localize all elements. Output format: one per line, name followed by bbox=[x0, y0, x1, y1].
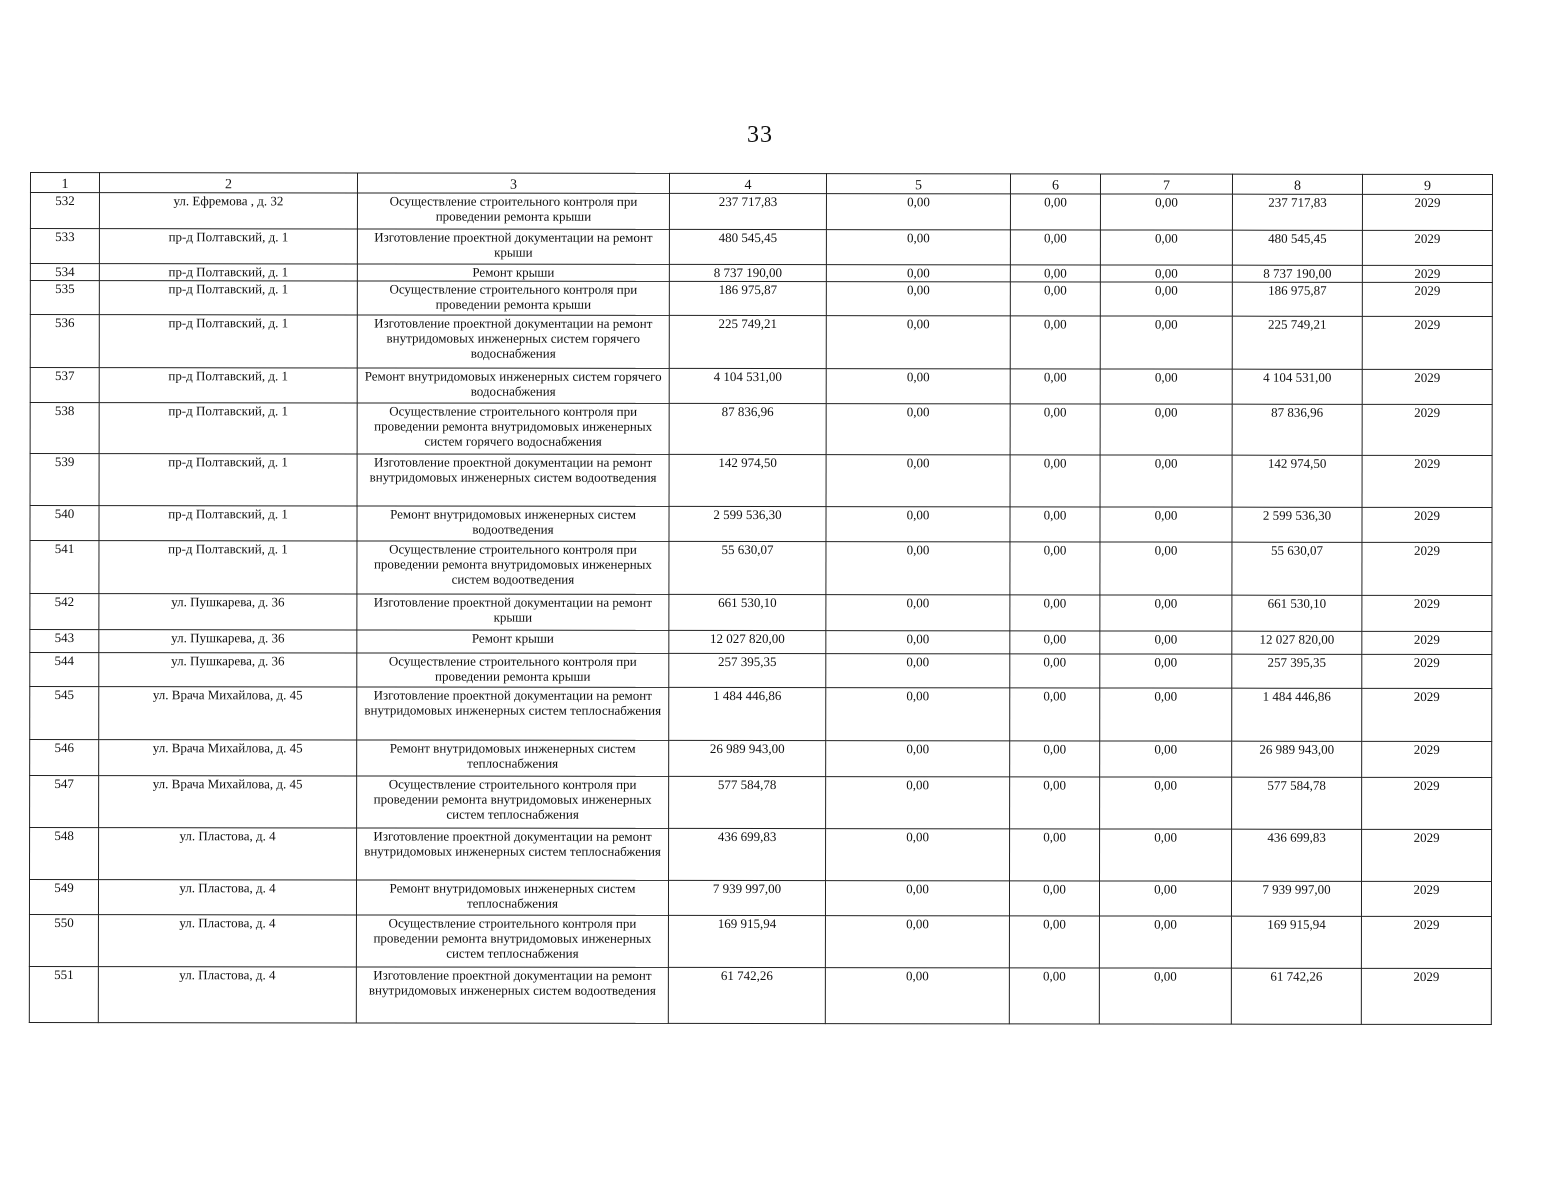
work-description-cell: Осуществление строительного контроля при проведении ремонта внутридомовых инженерных систем теплоснабжения bbox=[357, 776, 669, 828]
cost-col5-cell: 0,00 bbox=[826, 741, 1010, 777]
works-table-container bbox=[29, 172, 1492, 1025]
table-row bbox=[29, 915, 1491, 969]
work-description-cell: Ремонт внутридомовых инженерных систем теплоснабжения bbox=[357, 740, 669, 776]
cost-col6-cell: 0,00 bbox=[1009, 881, 1099, 916]
row-number: 540 bbox=[30, 506, 99, 541]
year-cell: 2029 bbox=[1362, 369, 1492, 404]
address-cell: пр-д Полтавский, д. 1 bbox=[99, 281, 357, 315]
cost-total-cell: 2 599 536,30 bbox=[669, 506, 826, 541]
cost-col8-cell: 225 749,21 bbox=[1232, 316, 1362, 369]
cost-col5-cell: 0,00 bbox=[826, 631, 1010, 654]
cost-col6-cell: 0,00 bbox=[1010, 631, 1100, 654]
cost-col7-cell: 0,00 bbox=[1100, 542, 1232, 595]
cost-col5-cell: 0,00 bbox=[825, 968, 1009, 1024]
table-row bbox=[30, 281, 1492, 317]
year-cell: 2029 bbox=[1362, 507, 1492, 542]
cost-col8-cell: 4 104 531,00 bbox=[1232, 369, 1362, 404]
column-header-4: 4 bbox=[669, 173, 826, 193]
address-cell: ул. Пластова, д. 4 bbox=[99, 828, 357, 880]
cost-col7-cell: 0,00 bbox=[1100, 654, 1232, 688]
cost-col8-cell: 55 630,07 bbox=[1232, 542, 1362, 595]
year-cell: 2029 bbox=[1362, 404, 1492, 455]
row-number: 538 bbox=[30, 403, 99, 454]
table-row bbox=[30, 630, 1492, 655]
column-header-1: 1 bbox=[30, 173, 99, 193]
cost-col7-cell: 0,00 bbox=[1100, 194, 1232, 230]
table-row bbox=[30, 229, 1492, 266]
cost-col5-cell: 0,00 bbox=[826, 282, 1010, 316]
cost-total-cell: 169 915,94 bbox=[668, 915, 825, 967]
table-row bbox=[29, 966, 1491, 1024]
row-number: 548 bbox=[30, 828, 99, 880]
cost-total-cell: 237 717,83 bbox=[669, 193, 826, 229]
work-description-cell: Изготовление проектной документации на ремонт крыши bbox=[357, 229, 669, 264]
cost-col8-cell: 169 915,94 bbox=[1231, 916, 1361, 968]
year-cell: 2029 bbox=[1362, 542, 1492, 595]
cost-total-cell: 4 104 531,00 bbox=[669, 368, 826, 403]
row-number: 542 bbox=[30, 594, 99, 630]
address-cell: пр-д Полтавский, д. 1 bbox=[99, 454, 357, 506]
year-cell: 2029 bbox=[1362, 631, 1492, 654]
work-description-cell: Осуществление строительного контроля при проведении ремонта внутридомовых инженерных систем теплоснабжения bbox=[356, 915, 668, 967]
cost-col5-cell: 0,00 bbox=[826, 404, 1010, 455]
cost-col6-cell: 0,00 bbox=[1010, 194, 1100, 230]
address-cell: ул. Врача Михайлова, д. 45 bbox=[99, 740, 357, 776]
row-number: 534 bbox=[30, 264, 99, 281]
work-description-cell: Осуществление строительного контроля при проведении ремонта крыши bbox=[357, 653, 669, 687]
cost-col6-cell: 0,00 bbox=[1010, 829, 1100, 881]
cost-col6-cell: 0,00 bbox=[1010, 265, 1100, 282]
cost-col6-cell: 0,00 bbox=[1009, 968, 1099, 1024]
cost-col8-cell: 257 395,35 bbox=[1232, 654, 1362, 688]
cost-col6-cell: 0,00 bbox=[1010, 230, 1100, 265]
cost-col8-cell: 237 717,83 bbox=[1232, 194, 1362, 230]
year-cell: 2029 bbox=[1362, 741, 1492, 777]
address-cell: ул. Врача Михайлова, д. 45 bbox=[99, 776, 357, 828]
cost-col5-cell: 0,00 bbox=[826, 777, 1010, 829]
cost-col7-cell: 0,00 bbox=[1099, 881, 1231, 916]
address-cell: пр-д Полтавский, д. 1 bbox=[99, 403, 357, 454]
cost-col7-cell: 0,00 bbox=[1100, 404, 1232, 455]
cost-col5-cell: 0,00 bbox=[826, 507, 1010, 542]
cost-col7-cell: 0,00 bbox=[1100, 369, 1232, 404]
cost-col7-cell: 0,00 bbox=[1099, 968, 1231, 1024]
table-row bbox=[30, 541, 1492, 596]
cost-total-cell: 661 530,10 bbox=[669, 594, 826, 630]
cost-col7-cell: 0,00 bbox=[1100, 230, 1232, 265]
work-description-cell: Осуществление строительного контроля при проведении ремонта крыши bbox=[357, 281, 669, 315]
cost-col8-cell: 142 974,50 bbox=[1232, 455, 1362, 507]
table-row bbox=[30, 368, 1492, 405]
row-number: 535 bbox=[30, 281, 99, 315]
year-cell: 2029 bbox=[1362, 777, 1492, 829]
row-number: 536 bbox=[30, 315, 99, 368]
table-row bbox=[30, 454, 1492, 508]
work-description-cell: Осуществление строительного контроля при проведении ремонта внутридомовых инженерных систем водоотведения bbox=[357, 541, 669, 594]
table-row bbox=[30, 264, 1492, 283]
cost-col7-cell: 0,00 bbox=[1100, 741, 1232, 777]
table-row bbox=[30, 594, 1492, 632]
year-cell: 2029 bbox=[1362, 688, 1492, 741]
work-description-cell: Изготовление проектной документации на ремонт внутридомовых инженерных систем теплоснабжения bbox=[357, 828, 669, 880]
table-row bbox=[30, 315, 1492, 370]
cost-col8-cell: 61 742,26 bbox=[1231, 968, 1361, 1024]
cost-col6-cell: 0,00 bbox=[1010, 741, 1100, 777]
row-number: 543 bbox=[30, 630, 99, 653]
cost-col6-cell: 0,00 bbox=[1010, 595, 1100, 631]
cost-col5-cell: 0,00 bbox=[826, 369, 1010, 404]
work-description-cell: Изготовление проектной документации на ремонт крыши bbox=[357, 594, 669, 630]
cost-total-cell: 257 395,35 bbox=[669, 653, 826, 687]
cost-col6-cell: 0,00 bbox=[1010, 455, 1100, 507]
cost-total-cell: 55 630,07 bbox=[669, 541, 826, 594]
cost-col6-cell: 0,00 bbox=[1010, 369, 1100, 404]
cost-col5-cell: 0,00 bbox=[826, 542, 1010, 595]
cost-col8-cell: 2 599 536,30 bbox=[1232, 507, 1362, 542]
cost-col5-cell: 0,00 bbox=[826, 194, 1010, 230]
cost-col6-cell: 0,00 bbox=[1010, 777, 1100, 829]
cost-total-cell: 436 699,83 bbox=[669, 828, 826, 880]
cost-col7-cell: 0,00 bbox=[1100, 595, 1232, 631]
cost-col7-cell: 0,00 bbox=[1100, 455, 1232, 507]
cost-col7-cell: 0,00 bbox=[1100, 688, 1232, 741]
address-cell: ул. Пушкарева, д. 36 bbox=[99, 594, 357, 630]
cost-col5-cell: 0,00 bbox=[825, 881, 1009, 916]
column-header-2: 2 bbox=[99, 173, 357, 193]
row-number: 546 bbox=[30, 740, 99, 776]
row-number: 532 bbox=[30, 193, 99, 229]
cost-col6-cell: 0,00 bbox=[1010, 507, 1100, 542]
cost-col7-cell: 0,00 bbox=[1100, 829, 1232, 881]
work-description-cell: Осуществление строительного контроля при проведении ремонта внутридомовых инженерных систем горячего водоснабжения bbox=[357, 403, 669, 454]
column-header-9: 9 bbox=[1362, 174, 1492, 194]
table-row bbox=[30, 403, 1492, 456]
cost-total-cell: 225 749,21 bbox=[669, 315, 826, 368]
cost-col8-cell: 577 584,78 bbox=[1232, 777, 1362, 829]
column-header-6: 6 bbox=[1010, 174, 1100, 194]
cost-col7-cell: 0,00 bbox=[1100, 282, 1232, 316]
cost-col6-cell: 0,00 bbox=[1010, 688, 1100, 741]
cost-total-cell: 8 737 190,00 bbox=[669, 264, 826, 281]
cost-total-cell: 87 836,96 bbox=[669, 403, 826, 454]
cost-col6-cell: 0,00 bbox=[1009, 916, 1099, 968]
cost-total-cell: 577 584,78 bbox=[669, 776, 826, 828]
row-number: 550 bbox=[29, 915, 98, 967]
work-description-cell: Изготовление проектной документации на ремонт внутридомовых инженерных систем водоотведения bbox=[357, 454, 669, 506]
row-number: 541 bbox=[30, 541, 99, 594]
table-row bbox=[30, 193, 1492, 231]
work-description-cell: Ремонт внутридомовых инженерных систем водоотведения bbox=[357, 506, 669, 541]
cost-col6-cell: 0,00 bbox=[1010, 316, 1100, 369]
year-cell: 2029 bbox=[1361, 881, 1491, 916]
year-cell: 2029 bbox=[1362, 654, 1492, 688]
cost-total-cell: 1 484 446,86 bbox=[669, 687, 826, 740]
address-cell: ул. Врача Михайлова, д. 45 bbox=[99, 687, 357, 740]
address-cell: пр-д Полтавский, д. 1 bbox=[99, 315, 357, 368]
cost-col5-cell: 0,00 bbox=[826, 316, 1010, 369]
cost-total-cell: 142 974,50 bbox=[669, 454, 826, 506]
cost-col8-cell: 480 545,45 bbox=[1232, 230, 1362, 265]
row-number: 533 bbox=[30, 229, 99, 264]
year-cell: 2029 bbox=[1362, 316, 1492, 369]
row-number: 539 bbox=[30, 454, 99, 506]
year-cell: 2029 bbox=[1362, 595, 1492, 631]
cost-col8-cell: 436 699,83 bbox=[1232, 829, 1362, 881]
address-cell: пр-д Полтавский, д. 1 bbox=[99, 264, 357, 281]
page-number: 33 bbox=[747, 122, 773, 148]
address-cell: пр-д Полтавский, д. 1 bbox=[99, 506, 357, 541]
table-row bbox=[30, 776, 1492, 830]
year-cell: 2029 bbox=[1362, 265, 1492, 282]
cost-col5-cell: 0,00 bbox=[826, 455, 1010, 507]
work-description-cell: Ремонт крыши bbox=[357, 264, 669, 281]
table-body bbox=[29, 193, 1492, 1025]
column-header-5: 5 bbox=[826, 174, 1010, 194]
cost-col8-cell: 26 989 943,00 bbox=[1232, 741, 1362, 777]
cost-total-cell: 7 939 997,00 bbox=[668, 880, 825, 915]
cost-col6-cell: 0,00 bbox=[1010, 282, 1100, 316]
cost-col7-cell: 0,00 bbox=[1100, 777, 1232, 829]
work-description-cell: Осуществление строительного контроля при проведении ремонта крыши bbox=[357, 193, 669, 229]
row-number: 549 bbox=[29, 880, 98, 915]
cost-col7-cell: 0,00 bbox=[1100, 265, 1232, 282]
table-row bbox=[30, 687, 1492, 742]
address-cell: ул. Пластова, д. 4 bbox=[98, 915, 356, 967]
address-cell: пр-д Полтавский, д. 1 bbox=[99, 541, 357, 594]
address-cell: ул. Пластова, д. 4 bbox=[98, 880, 356, 915]
header-row bbox=[30, 173, 1492, 195]
cost-col5-cell: 0,00 bbox=[826, 265, 1010, 282]
row-number: 547 bbox=[30, 776, 99, 828]
cost-col8-cell: 186 975,87 bbox=[1232, 282, 1362, 316]
cost-col8-cell: 12 027 820,00 bbox=[1232, 631, 1362, 654]
work-description-cell: Ремонт внутридомовых инженерных систем горячего водоснабжения bbox=[357, 368, 669, 403]
cost-total-cell: 186 975,87 bbox=[669, 281, 826, 315]
table-row bbox=[30, 653, 1492, 689]
cost-col5-cell: 0,00 bbox=[826, 829, 1010, 881]
cost-col7-cell: 0,00 bbox=[1100, 316, 1232, 369]
year-cell: 2029 bbox=[1362, 230, 1492, 265]
cost-total-cell: 61 742,26 bbox=[668, 967, 825, 1023]
cost-col5-cell: 0,00 bbox=[826, 688, 1010, 741]
cost-col6-cell: 0,00 bbox=[1010, 542, 1100, 595]
address-cell: ул. Ефремова , д. 32 bbox=[99, 193, 357, 229]
cost-col8-cell: 87 836,96 bbox=[1232, 404, 1362, 455]
work-description-cell: Изготовление проектной документации на ремонт внутридомовых инженерных систем теплоснабжения bbox=[357, 687, 669, 740]
address-cell: пр-д Полтавский, д. 1 bbox=[99, 368, 357, 403]
cost-col7-cell: 0,00 bbox=[1099, 916, 1231, 968]
year-cell: 2029 bbox=[1362, 282, 1492, 316]
cost-col6-cell: 0,00 bbox=[1010, 404, 1100, 455]
address-cell: ул. Пластова, д. 4 bbox=[98, 967, 356, 1023]
address-cell: ул. Пушкарева, д. 36 bbox=[99, 653, 357, 687]
cost-col8-cell: 1 484 446,86 bbox=[1232, 688, 1362, 741]
row-number: 545 bbox=[30, 687, 99, 740]
cost-col8-cell: 661 530,10 bbox=[1232, 595, 1362, 631]
table-row bbox=[30, 828, 1492, 882]
cost-total-cell: 480 545,45 bbox=[669, 229, 826, 264]
cost-col8-cell: 8 737 190,00 bbox=[1232, 265, 1362, 282]
table-row bbox=[30, 740, 1492, 778]
year-cell: 2029 bbox=[1362, 194, 1492, 230]
work-description-cell: Ремонт внутридомовых инженерных систем теплоснабжения bbox=[356, 880, 668, 915]
year-cell: 2029 bbox=[1362, 829, 1492, 881]
cost-col7-cell: 0,00 bbox=[1100, 631, 1232, 654]
cost-col8-cell: 7 939 997,00 bbox=[1231, 881, 1361, 916]
cost-total-cell: 26 989 943,00 bbox=[669, 740, 826, 776]
row-number: 551 bbox=[29, 966, 98, 1022]
column-header-3: 3 bbox=[357, 173, 669, 193]
works-table bbox=[29, 172, 1493, 1025]
work-description-cell: Ремонт крыши bbox=[357, 630, 669, 653]
year-cell: 2029 bbox=[1361, 968, 1491, 1024]
cost-col7-cell: 0,00 bbox=[1100, 507, 1232, 542]
column-header-7: 7 bbox=[1100, 174, 1232, 194]
cost-col6-cell: 0,00 bbox=[1010, 654, 1100, 688]
work-description-cell: Изготовление проектной документации на ремонт внутридомовых инженерных систем водоотведения bbox=[356, 967, 668, 1023]
cost-total-cell: 12 027 820,00 bbox=[669, 630, 826, 653]
year-cell: 2029 bbox=[1361, 916, 1491, 968]
address-cell: пр-д Полтавский, д. 1 bbox=[99, 229, 357, 264]
table-row bbox=[30, 506, 1492, 543]
column-header-8: 8 bbox=[1232, 174, 1362, 194]
work-description-cell: Изготовление проектной документации на ремонт внутридомовых инженерных систем горячего водоснабжения bbox=[357, 315, 669, 368]
address-cell: ул. Пушкарева, д. 36 bbox=[99, 630, 357, 653]
table-row bbox=[29, 880, 1491, 917]
cost-col5-cell: 0,00 bbox=[826, 654, 1010, 688]
cost-col5-cell: 0,00 bbox=[826, 595, 1010, 631]
cost-col5-cell: 0,00 bbox=[826, 230, 1010, 265]
year-cell: 2029 bbox=[1362, 455, 1492, 507]
cost-col5-cell: 0,00 bbox=[825, 916, 1009, 968]
row-number: 544 bbox=[30, 653, 99, 687]
row-number: 537 bbox=[30, 368, 99, 403]
